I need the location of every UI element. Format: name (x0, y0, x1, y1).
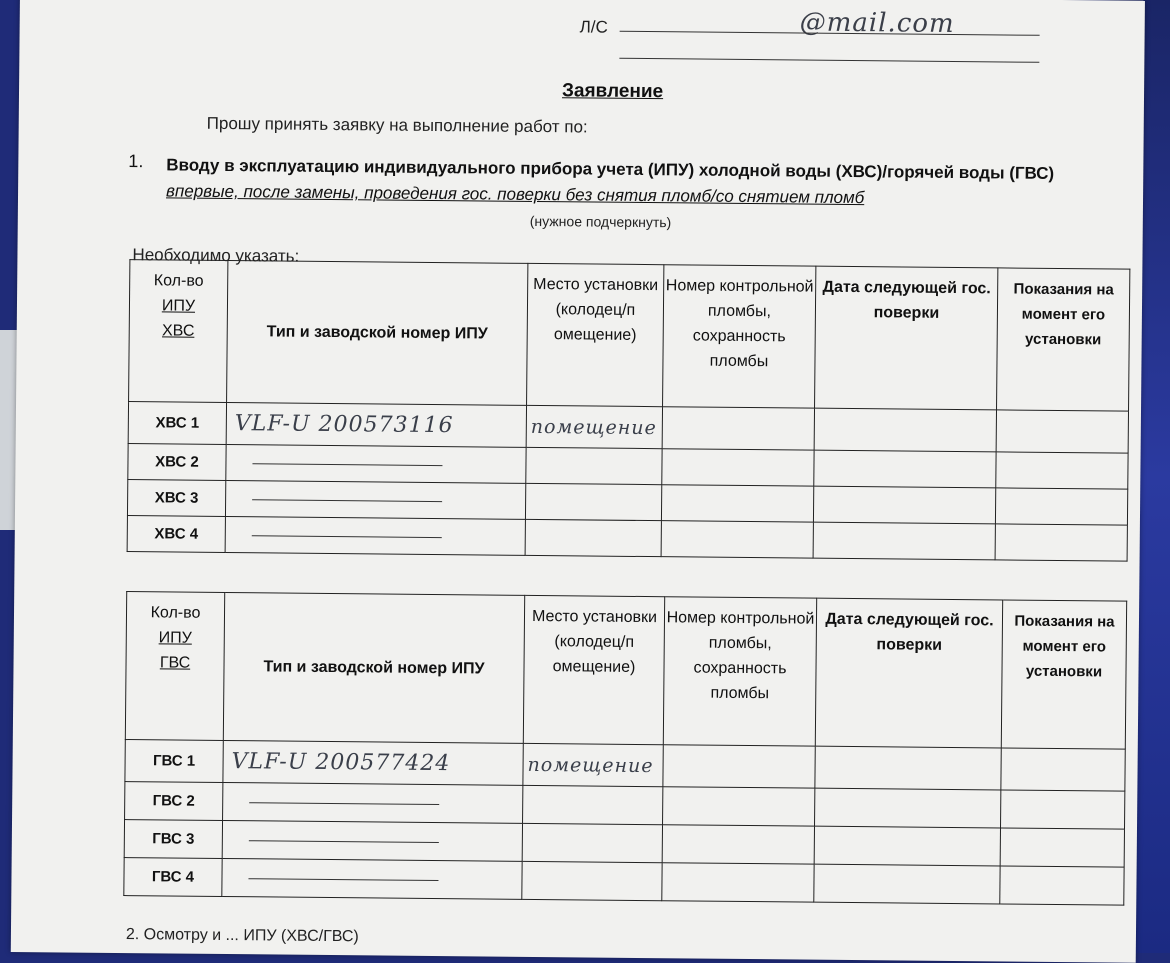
readings-cell (995, 488, 1127, 525)
col-type-header: Тип и заводской номер ИПУ (223, 592, 524, 743)
table-header-row (125, 592, 1126, 750)
seal-cell (663, 745, 815, 788)
row-label: ГВС 3 (124, 820, 222, 859)
col-readings-header: Показания на момент его установки (1001, 600, 1126, 749)
row-label: ХВС 2 (128, 444, 226, 481)
document-sheet (11, 0, 1145, 963)
meter-place-value: помещение (526, 405, 662, 448)
meter-type-value: VLF-U 200573116 (226, 403, 526, 448)
col-count-header (129, 260, 228, 403)
meter-type-value (225, 480, 525, 519)
seal-cell (661, 485, 813, 522)
dash-line (252, 499, 442, 502)
underline-note: (нужное подчеркнуть) (529, 212, 672, 231)
meter-type-value (222, 858, 522, 899)
meter-type-value: VLF-U 200577424 (223, 740, 523, 785)
seal-cell (662, 825, 814, 864)
dash-line (252, 463, 442, 466)
row-label: ХВС 4 (127, 516, 225, 553)
meter-place-value (525, 519, 661, 556)
nextcheck-cell (814, 864, 1000, 904)
col-seal-header: Номер контрольной пломбы, сохранность пломбы (663, 265, 816, 408)
meter-type-value (222, 820, 522, 861)
seal-cell (661, 521, 813, 558)
col-count-header (125, 592, 224, 741)
col-seal-header: Номер контрольной пломбы, сохранность пломбы (663, 597, 816, 746)
nextcheck-cell (815, 746, 1001, 790)
meter-place-value (525, 483, 661, 520)
meter-place-value: помещение (523, 743, 663, 786)
row-label: ГВС 1 (125, 740, 223, 783)
col-count-line1: Кол-во (153, 272, 204, 290)
row-label: ХВС 1 (128, 402, 226, 445)
item-number: 1. (128, 151, 144, 172)
col-place-header: Место установки (колодец/п омещение) (527, 263, 664, 406)
readings-cell (1000, 866, 1124, 905)
row-label: ГВС 4 (124, 858, 222, 897)
dash-line (252, 535, 442, 538)
readings-cell (1001, 790, 1125, 829)
seal-cell (662, 407, 814, 450)
hot-water-table (123, 591, 1127, 906)
meter-place-value (526, 447, 662, 484)
readings-cell (996, 452, 1128, 489)
seal-cell (662, 449, 814, 486)
readings-cell (1001, 748, 1125, 791)
nextcheck-cell (814, 408, 996, 452)
meter-place-value (522, 823, 662, 862)
seal-cell (662, 863, 814, 902)
readings-cell (996, 410, 1128, 453)
meter-type-value (226, 444, 526, 483)
col-count-line1: Кол-во (150, 604, 201, 622)
nextcheck-cell (813, 486, 995, 524)
meter-place-value (523, 785, 663, 824)
nextcheck-cell (814, 826, 1000, 866)
meter-place-value (522, 861, 662, 900)
col-readings-header: Показания на момент его установки (997, 268, 1130, 411)
readings-cell (995, 524, 1127, 561)
handwritten-email: @mail.com (799, 7, 955, 39)
dash-line (249, 802, 439, 805)
seal-cell (663, 787, 815, 826)
meter-type-value (225, 516, 525, 555)
col-type-header: Тип и заводской номер ИПУ (227, 261, 528, 406)
col-count-line3: ХВС (161, 322, 195, 340)
col-place-header: Место установки (колодец/п омещение) (523, 595, 664, 744)
intro-text: Прошу принять заявку на выполнение работ по: (206, 113, 588, 137)
item-bold-text: Вводу в эксплуатацию индивидуального прибора учета (ИПУ) холодной воды (ХВС)/горячей воды (ГВС) (166, 155, 1055, 183)
table-header-row (129, 260, 1130, 412)
nextcheck-cell (815, 788, 1001, 828)
row-label: ГВС 2 (125, 782, 223, 821)
readings-cell (1000, 828, 1124, 867)
nextcheck-cell (813, 522, 995, 560)
nextcheck-cell (814, 450, 996, 488)
dash-line (249, 840, 439, 843)
row-label: ХВС 3 (127, 480, 225, 517)
cold-water-table (127, 259, 1131, 562)
col-count-line3: ГВС (159, 654, 191, 672)
col-nextcheck-header: Дата следующей гос. поверки (815, 266, 998, 410)
need-label: Необходимо указать: (132, 245, 300, 266)
item-options-text: впервые, после замены, проведения гос. поверки без снятия пломб/со снятием пломб (165, 181, 865, 208)
ls-label: Л/С (579, 17, 608, 37)
footer-fragment: 2. Осмотру и ... ИПУ (ХВС/ГВС) (125, 926, 359, 946)
col-count-line2: ИПУ (158, 629, 192, 647)
dash-line (248, 878, 438, 881)
item-text (166, 152, 1066, 213)
meter-type-value (223, 782, 523, 823)
col-count-line2: ИПУ (161, 297, 196, 315)
col-nextcheck-header: Дата следующей гос. поверки (815, 598, 1002, 748)
ls-line-2 (619, 58, 1039, 63)
document-title: Заявление (561, 80, 664, 103)
